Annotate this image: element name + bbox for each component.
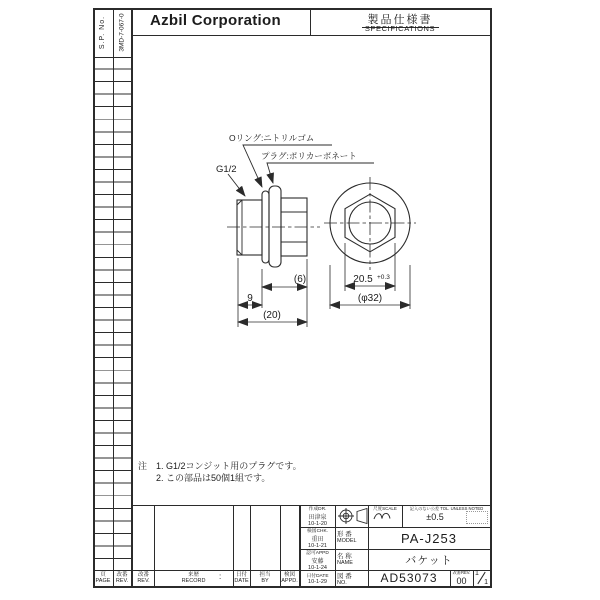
name-label-en: NAME — [337, 560, 353, 566]
approved-date: 10-1-24 — [308, 564, 327, 571]
page-fraction-cell — [473, 570, 490, 586]
stamp-box — [466, 511, 488, 524]
notes-lines — [156, 461, 302, 484]
rev-number-value: 00 — [456, 576, 467, 586]
rev-label-en: REV. — [137, 577, 150, 584]
approved-label: 認可APPD — [306, 550, 329, 556]
scale-label: 尺度SCALE — [373, 506, 397, 511]
rev-number-cell — [450, 570, 473, 586]
drawn-label: 作成DR. — [308, 507, 327, 512]
sp-no-label: S.P. No. — [99, 15, 107, 50]
dim-across-flats-tolerance: +0.3 — [377, 274, 390, 281]
approved-name: 安藤 — [311, 558, 324, 565]
checked-date: 10-1-21 — [308, 543, 327, 549]
sign-row-checked — [300, 527, 335, 549]
company-name: Azbil Corporation — [150, 12, 281, 29]
record-label-jp: 来歴 — [187, 571, 199, 578]
footer-page-label-en: PAGE — [95, 577, 111, 584]
note-line-2: 2. この部品は50個1組です。 — [156, 472, 271, 483]
footer-by-cell — [250, 570, 280, 586]
dim-across-flats: 20.5 — [353, 274, 373, 285]
footer-rev-label-jp: 改番 — [116, 571, 128, 578]
footer-appd-cell — [280, 570, 299, 586]
date-label-en: DATE — [234, 577, 249, 584]
no-scale-icon — [374, 513, 390, 519]
dim-thread-length: 9 — [247, 293, 253, 304]
footer-page-cell — [93, 570, 113, 586]
doc-title-en: SPECIFICATIONS — [364, 24, 436, 33]
number-label-en: NO. — [337, 580, 347, 586]
model-label-jp: 形 番 — [337, 531, 352, 538]
drawing-number-value: AD53073 — [380, 571, 438, 585]
date-label-jp: 日付 — [235, 571, 247, 578]
appd-label-jp: 検図 — [283, 571, 295, 578]
notes-block — [138, 461, 302, 484]
sign-row-date — [300, 570, 335, 586]
third-angle-projection-icon — [338, 508, 367, 524]
issue-date-value: 10-1-29 — [308, 578, 327, 585]
front-view-centerlines — [324, 177, 416, 270]
part-name-value: バケット — [405, 554, 453, 567]
doc-title-jp: 製品仕様書 — [362, 14, 439, 28]
thread-size-label: G1/2 — [216, 164, 237, 175]
footer-rev-label-en: REV. — [115, 577, 129, 584]
side-view — [237, 186, 307, 267]
page-current: 1 — [475, 570, 479, 577]
flange-outline — [269, 186, 281, 267]
doc-no-label: 3MD-7-067-0 — [119, 13, 127, 52]
footer-rev-cell — [133, 570, 154, 586]
thread-body-outline — [237, 200, 262, 255]
number-label-jp: 図 番 — [337, 573, 352, 580]
by-label-en: BY — [261, 577, 269, 584]
rev-number-label: 改番REV. — [452, 570, 471, 575]
sign-row-drawn — [300, 505, 335, 527]
note-line-1: 1. G1/2コンジット用のプラグです。 — [156, 461, 302, 471]
tolerance-label: 記入のない公差 TOL. UNLESS NOTED — [409, 506, 484, 511]
record-label-en: RECORD — [181, 577, 206, 584]
notes-mark: 注 — [138, 461, 148, 471]
titleblock-col-line-1 — [335, 505, 336, 586]
dim-overall-length: (20) — [263, 310, 281, 321]
checked-label: 検図CHK. — [306, 529, 329, 534]
issue-date-label: 日付DATE — [306, 573, 329, 579]
name-label-cell — [337, 551, 367, 566]
footer-date-cell — [233, 570, 250, 586]
drawn-name: 田津泉 — [308, 515, 327, 521]
oring-material-label: Oリング:ニトリルゴム — [229, 133, 315, 143]
rev-label-jp: 改番 — [137, 571, 149, 578]
model-label-en: MODEL — [337, 538, 357, 544]
sign-row-approved — [300, 549, 335, 570]
footer-rev-cell-strip — [113, 570, 131, 586]
page-total: 1 — [484, 579, 488, 586]
model-label-cell — [337, 529, 367, 544]
drawn-date: 10-1-20 — [308, 521, 327, 527]
checked-name: 重田 — [311, 537, 324, 543]
model-value: PA-J253 — [401, 530, 457, 546]
dim-hex-length: (6) — [293, 274, 307, 285]
number-label-cell — [337, 571, 367, 586]
footer-page-label-jp: 頁 — [100, 571, 106, 578]
appd-label-en: APPD. — [281, 577, 298, 584]
tolerance-value: ±0.5 — [426, 512, 444, 522]
name-label-jp: 名 称 — [337, 553, 352, 560]
plug-material-label: プラグ:ポリカーボネート — [261, 151, 357, 161]
footer-colon: : — [219, 572, 222, 581]
by-label-jp: 担当 — [259, 571, 271, 578]
dim-flange-diameter: (φ32) — [357, 293, 383, 304]
